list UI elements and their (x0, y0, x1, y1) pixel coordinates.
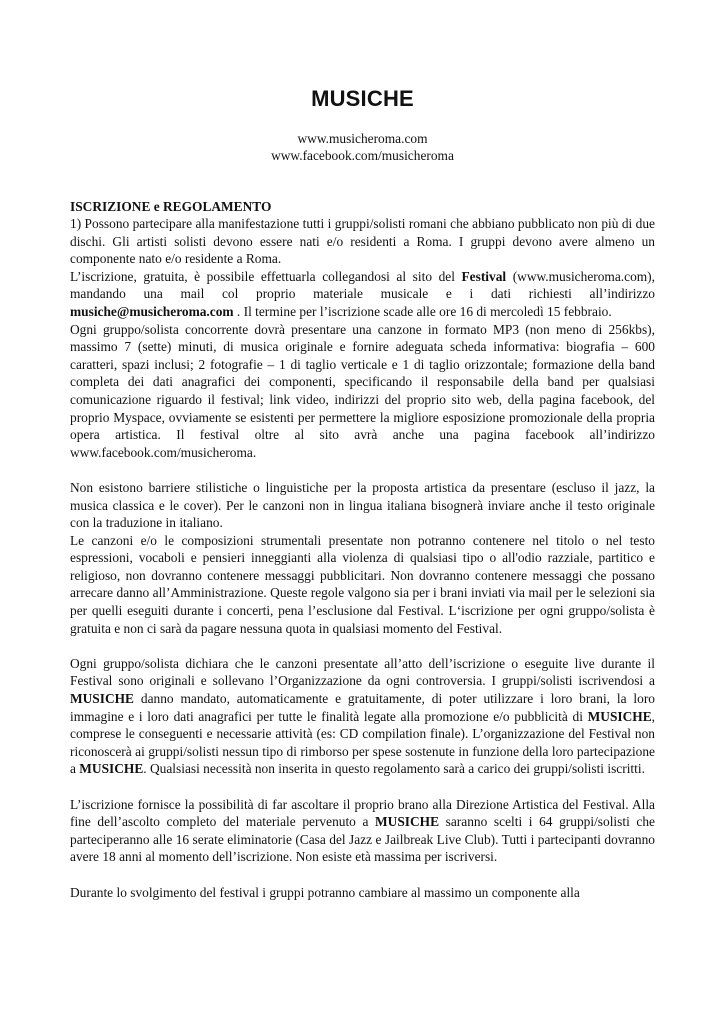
text-fragment: L’iscrizione fornisce la possibilità di far ascoltare il proprio brano alla Direzione Artistica del Festival. Alla fine dell’ascolto completo del materiale pervenuto a (70, 796, 655, 830)
paragraph-gap (70, 461, 655, 479)
facebook-link[interactable]: www.facebook.com/musicheroma (271, 148, 454, 163)
paragraph-eligibility: 1) Possono partecipare alla manifestazione tutti i gruppi/solisti romani che abbiano pubblicato non più di due dischi. Gli artisti solisti devono essere nati e/o residenti a Roma. I gruppi devono avere almeno un componente nato e/o residente a Roma. (70, 216, 655, 267)
text-fragment: . Il termine per l’iscrizione scade alle ore 16 di mercoledì 15 febbraio. (233, 303, 612, 319)
text-fragment: Ogni gruppo/solista dichiara che le canzoni presentate all’atto dell’iscrizione o eseguite live durante il Festival sono originali e sollevano l’Organizzazione da ogni controversia. I gruppi/solisti iscrivendosi a (70, 655, 655, 689)
paragraph-gap (70, 866, 655, 884)
musiche-bold: MUSICHE (70, 691, 134, 707)
paragraph-members: Durante lo svolgimento del festival i gruppi potranno cambiare al massimo un componente alla (70, 884, 580, 900)
paragraph-requirements: Ogni gruppo/solista concorrente dovrà presentare una canzone in formato MP3 (non meno di 256kbs), massimo 7 (sette) minuti, di musica originale e fornire adeguata scheda informativa: biografia – 600 caratteri, spazi inclusi; 2 fotografie – 1 di taglio verticale e 1 di taglio orizzontale; formazione della band completa dei dati anagrafici dei componenti, specificando il responsabile della band per qualsiasi comunicazione riguardo il festival; link video, indirizzi del proprio sito web, della pagina facebook, del proprio Myspace, ovviamente se esistenti per permettere la migliore esposizione promozionale della propria opera artistica. Il festival oltre al sito avrà anche una pagina facebook all’indirizzo www.facebook.com/musicheroma. (70, 321, 655, 460)
paragraph-content-rules: Le canzoni e/o le composizioni strumentali presentate non potranno contenere nel titolo o nel testo espressioni, vocaboli e pensieri inneggianti alla violenza di qualsiasi tipo o all'odio razziale, partitico e religioso, non dovranno contenere messaggi pubblicitari. Non dovranno contenere messaggi che possano arrecare danno all’Amministrazione. Queste regole valgono sia per i brani inviati via mail per le selezioni sia per quelli eseguiti durante i concerti, pena l’esclusione dal Festival. L‘iscrizione per ogni gruppo/solista è gratuita e non ci sarà da pagare nessuna quota in qualsiasi momento del Festival. (70, 532, 655, 636)
text-fragment: danno mandato, automaticamente e gratuitamente, di poter utilizzare i loro brani, la loro immagine e i loro dati anagrafici per tutte le finalità legate alla promozione e/o pubblicità di (70, 691, 655, 724)
paragraph-rights (70, 655, 655, 778)
paragraph-selection (70, 796, 655, 866)
musiche-bold: MUSICHE (587, 708, 652, 724)
musiche-bold: MUSICHE (375, 814, 440, 830)
musiche-bold: MUSICHE (79, 761, 144, 777)
text-fragment: , comprese le conseguenti e necessarie attività (es: CD compilation finale). L’organizzazione del Festival non riconoscerà ai gruppi/solisti nessun tipo di rimborso per spese sostenute in funzione della loro partecipazione a (70, 708, 655, 777)
paragraph-registration (70, 268, 655, 321)
document-title: MUSICHE (311, 86, 414, 111)
text-fragment: . Qualsiasi necessità non inserita in questo regolamento sarà a carico dei gruppi/solisti iscritti. (143, 761, 645, 777)
text-fragment: L’iscrizione, gratuita, è possibile effettuarla collegandosi al sito del (70, 268, 462, 284)
section-heading: ISCRIZIONE e REGOLAMENTO (70, 199, 272, 214)
website-link[interactable]: www.musicheroma.com (297, 131, 428, 146)
document-page (70, 86, 655, 901)
festival-bold: Festival (461, 268, 507, 284)
paragraph-style: Non esistono barriere stilistiche o linguistiche per la proposta artistica da presentare (escluso il jazz, la musica classica e le cover). Per le canzoni non in lingua italiana bisognerà inviare anche il testo originale con la traduzione in italiano. (70, 479, 655, 531)
links-block (70, 130, 655, 164)
email-address[interactable]: musiche@musicheroma.com (70, 303, 234, 319)
paragraph-gap (70, 637, 655, 655)
text-fragment: saranno scelti i 64 gruppi/solisti che parteciperanno alle 16 serate eliminatorie (Casa del Jazz e Jailbreak Live Club). Tutti i partecipanti dovranno avere 18 anni al momento dell’iscrizione. Non esiste età massima per iscriversi. (70, 814, 655, 865)
paragraph-gap (70, 778, 655, 796)
text-fragment: (www.musicheroma.com), mandando una mail col proprio materiale musicale e i dati richiesti all’indirizzo (70, 268, 655, 302)
